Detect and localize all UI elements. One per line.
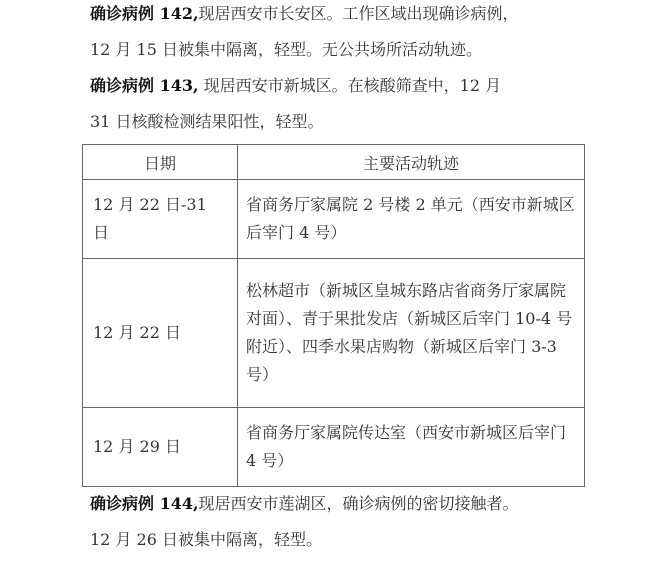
row-activity: 省商务厅家属院 2 号楼 2 单元（西安市新城区后宰门 4 号）	[238, 180, 585, 259]
case-143-label: 确诊病例 143,	[90, 76, 199, 95]
case-143-text: 现居西安市新城区。在核酸筛查中，12 月	[198, 76, 502, 95]
header-activity: 主要活动轨迹	[238, 145, 585, 180]
case-142-label: 确诊病例 142,	[90, 4, 199, 23]
case-144-line-1	[90, 486, 590, 522]
row-date: 12 月 22 日	[83, 259, 238, 408]
header-date: 日期	[83, 145, 238, 180]
case-143-line-2: 31 日核酸检测结果阳性，轻型。	[90, 112, 324, 131]
table-header-row	[83, 145, 585, 180]
case-144-label: 确诊病例 144,	[90, 494, 199, 513]
case-142-text: 现居西安市长安区。工作区域出现确诊病例，	[198, 4, 519, 23]
case-142-paragraph	[90, 0, 590, 68]
case-144-paragraph	[90, 486, 590, 558]
case-143-paragraph	[90, 68, 590, 140]
activity-track-table	[82, 144, 585, 487]
row-date: 12 月 29 日	[83, 408, 238, 487]
table-row	[83, 259, 585, 408]
row-activity: 松林超市（新城区皇城东路店省商务厅家属院对面）、青于果批发店（新城区后宰门 10-4 号附近）、四季水果店购物（新城区后宰门 3-3 号）	[238, 259, 585, 408]
case-144-line-2: 12 月 26 日被集中隔离，轻型。	[90, 530, 322, 549]
case-142-line-2: 12 月 15 日被集中隔离，轻型。无公共场所活动轨迹。	[90, 40, 482, 59]
table-row	[83, 180, 585, 259]
row-activity: 省商务厅家属院传达室（西安市新城区后宰门 4 号）	[238, 408, 585, 487]
table-row	[83, 408, 585, 487]
case-142-line-1	[90, 0, 590, 32]
case-143-line-1	[90, 68, 590, 104]
case-144-text: 现居西安市莲湖区，确诊病例的密切接触者。	[198, 494, 519, 513]
row-date: 12 月 22 日-31 日	[83, 180, 238, 259]
